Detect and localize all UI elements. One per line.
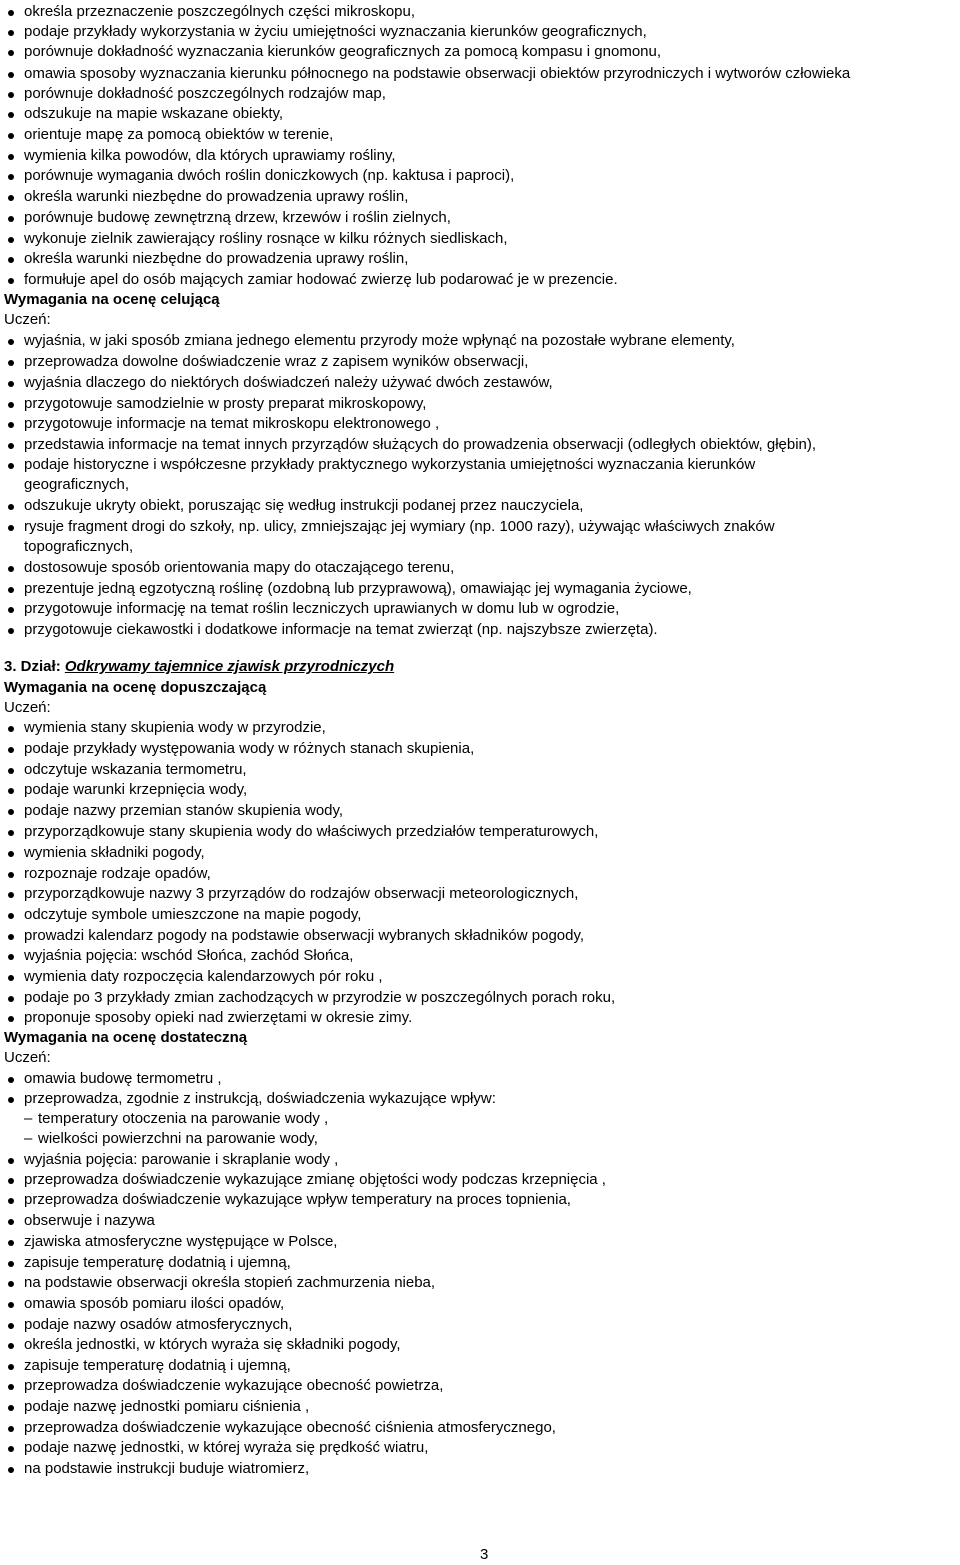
list-item-continuation: geograficznych, [24, 476, 130, 493]
list-item: określa warunki niezbędne do prowadzenia uprawy roślin, [24, 187, 956, 207]
list-item: podaje przykłady występowania wody w różnych stanach skupienia, [24, 739, 956, 759]
list-item: przeprowadza doświadczenie wykazujące zmianę objętości wody podczas krzepnięcia , [24, 1170, 956, 1190]
list-item: podaje warunki krzepnięcia wody, [24, 780, 956, 800]
list-item: wykonuje zielnik zawierający rośliny rosnące w kilku różnych siedliskach, [24, 229, 956, 249]
list-item: rysuje fragment drogi do szkoły, np. ulicy, zmniejszając jej wymiary (np. 1000 razy), używając właściwych znaków [24, 517, 956, 537]
section-number: 3. Dział [4, 658, 56, 675]
list-item: określa jednostki, w których wyraża się składniki pogody, [24, 1335, 956, 1355]
list-item: przyporządkowuje stany skupienia wody do właściwych przedziałów temperaturowych, [24, 822, 956, 842]
list-item: podaje nazwy przemian stanów skupienia wody, [24, 801, 956, 821]
list-item: omawia budowę termometru , [24, 1069, 956, 1089]
list-item: porównuje dokładność poszczególnych rodzajów map, [24, 84, 956, 104]
list-item: przedstawia informacje na temat innych przyrządów służących do prowadzenia obserwacji (odległych obiektów, głębin), [24, 435, 956, 455]
dash-mark: – [24, 1110, 33, 1127]
list-item: na podstawie instrukcji buduje wiatromierz, [24, 1459, 956, 1479]
list-item: wyjaśnia pojęcia: parowanie i skraplanie wody , [24, 1150, 956, 1170]
list-item: wymienia daty rozpoczęcia kalendarzowych pór roku , [24, 967, 956, 987]
section-heading-dostateczna: Wymagania na ocenę dostateczną [4, 1029, 248, 1046]
list-item: odczytuje wskazania termometru, [24, 760, 956, 780]
list-item: przeprowadza doświadczenie wykazujące wpływ temperatury na proces topnienia, [24, 1190, 956, 1210]
list-item: określa przeznaczenie poszczególnych części mikroskopu, [24, 2, 956, 22]
list-item: podaje nazwę jednostki, w której wyraża się prędkość wiatru, [24, 1438, 956, 1458]
list-item: wyjaśnia dlaczego do niektórych doświadczeń należy używać dwóch zestawów, [24, 373, 956, 393]
list-item: określa warunki niezbędne do prowadzenia uprawy roślin, [24, 249, 956, 269]
list-item: omawia sposoby wyznaczania kierunku północnego na podstawie obserwacji obiektów przyrodniczych i wytworów człowieka [24, 64, 956, 84]
student-label: Uczeń: [4, 699, 51, 716]
page-number: 3 [480, 1546, 489, 1563]
list-item: dostosowuje sposób orientowania mapy do otaczającego terenu, [24, 558, 956, 578]
section-heading-celujaca: Wymagania na ocenę celującą [4, 291, 220, 308]
section-colon: : [55, 658, 65, 675]
list-item: wyjaśnia, w jaki sposób zmiana jednego elementu przyrody może wpłynąć na pozostałe wybrane elementy, [24, 331, 956, 351]
list-item: podaje przykłady wykorzystania w życiu umiejętności wyznaczania kierunków geograficznych, [24, 22, 956, 42]
sub-list-item [24, 1129, 318, 1149]
list-item: podaje nazwy osadów atmosferycznych, [24, 1315, 956, 1335]
list-item-continuation: topograficznych, [24, 538, 134, 555]
list-item: przygotowuje ciekawostki i dodatkowe informacje na temat zwierząt (np. najszybsze zwierzęta). [24, 620, 956, 640]
list-item: porównuje budowę zewnętrzną drzew, krzewów i roślin zielnych, [24, 208, 956, 228]
list-item: przyporządkowuje nazwy 3 przyrządów do rodzajów obserwacji meteorologicznych, [24, 884, 956, 904]
list-item: przygotowuje informacje na temat mikroskopu elektronowego , [24, 414, 956, 434]
list-item: przeprowadza dowolne doświadczenie wraz z zapisem wyników obserwacji, [24, 352, 956, 372]
list-item: obserwuje i nazywa [24, 1211, 956, 1231]
list-item: prowadzi kalendarz pogody na podstawie obserwacji wybranych składników pogody, [24, 926, 956, 946]
list-item: wymienia składniki pogody, [24, 843, 956, 863]
list-item: proponuje sposoby opieki nad zwierzętami w okresie zimy. [24, 1008, 956, 1028]
list-item: orientuje mapę za pomocą obiektów w terenie, [24, 125, 956, 145]
list-item: na podstawie obserwacji określa stopień zachmurzenia nieba, [24, 1273, 956, 1293]
section-heading-dopuszczajaca: Wymagania na ocenę dopuszczającą [4, 679, 267, 696]
dash-mark: – [24, 1130, 33, 1147]
list-item: odszukuje ukryty obiekt, poruszając się według instrukcji podanej przez nauczyciela, [24, 496, 956, 516]
list-item: przygotowuje informację na temat roślin leczniczych uprawianych w domu lub w ogrodzie, [24, 599, 956, 619]
list-item: wymienia stany skupienia wody w przyrodzie, [24, 718, 956, 738]
list-item: porównuje dokładność wyznaczania kierunków geograficznych za pomocą kompasu i gnomonu, [24, 42, 956, 62]
list-item: odczytuje symbole umieszczone na mapie pogody, [24, 905, 956, 925]
list-item: odszukuje na mapie wskazane obiekty, [24, 104, 956, 124]
list-item: podaje historyczne i współczesne przykłady praktycznego wykorzystania umiejętności wyznaczania kierunków [24, 455, 956, 475]
sub-list-item-text: temperatury otoczenia na parowanie wody , [38, 1110, 329, 1127]
section-name: Odkrywamy tajemnice zjawisk przyrodniczych [64, 658, 395, 675]
list-item: porównuje wymagania dwóch roślin doniczkowych (np. kaktusa i paproci), [24, 166, 956, 186]
list-item: zapisuje temperaturę dodatnią i ujemną, [24, 1356, 956, 1376]
list-item: podaje po 3 przykłady zmian zachodzących w przyrodzie w poszczególnych porach roku, [24, 988, 956, 1008]
list-item: przeprowadza, zgodnie z instrukcją, doświadczenia wykazujące wpływ: [24, 1089, 956, 1109]
list-item: podaje nazwę jednostki pomiaru ciśnienia , [24, 1397, 956, 1417]
list-item: przeprowadza doświadczenie wykazujące obecność ciśnienia atmosferycznego, [24, 1418, 956, 1438]
list-item: przeprowadza doświadczenie wykazujące obecność powietrza, [24, 1376, 956, 1396]
sub-list-item [24, 1109, 328, 1129]
section-title [4, 657, 394, 677]
student-label: Uczeń: [4, 311, 51, 328]
list-item: omawia sposób pomiaru ilości opadów, [24, 1294, 956, 1314]
list-item: przygotowuje samodzielnie w prosty preparat mikroskopowy, [24, 394, 956, 414]
list-item: prezentuje jedną egzotyczną roślinę (ozdobną lub przyprawową), omawiając jej wymagania życiowe, [24, 579, 956, 599]
list-item: wyjaśnia pojęcia: wschód Słońca, zachód Słońca, [24, 946, 956, 966]
list-item: zapisuje temperaturę dodatnią i ujemną, [24, 1253, 956, 1273]
list-item: rozpoznaje rodzaje opadów, [24, 864, 956, 884]
list-item: wymienia kilka powodów, dla których uprawiamy rośliny, [24, 146, 956, 166]
list-item: zjawiska atmosferyczne występujące w Polsce, [24, 1232, 956, 1252]
list-item: formułuje apel do osób mających zamiar hodować zwierzę lub podarować je w prezencie. [24, 270, 956, 290]
sub-list-item-text: wielkości powierzchni na parowanie wody, [38, 1130, 318, 1147]
student-label: Uczeń: [4, 1049, 51, 1066]
